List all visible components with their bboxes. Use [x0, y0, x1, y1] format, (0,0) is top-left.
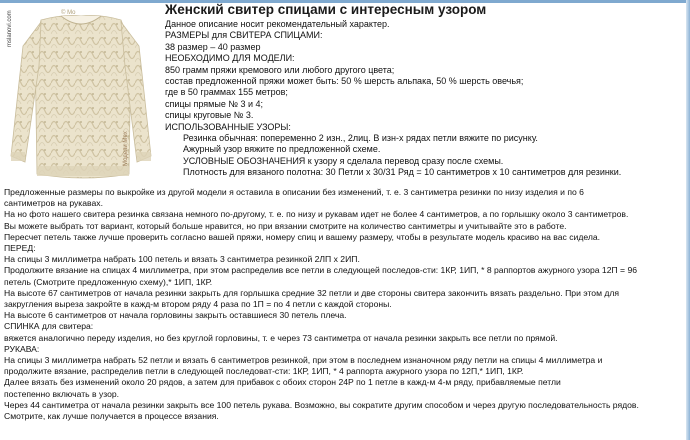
body-line: Через 44 сантиметра от начала резинки закрыть все 100 петель рукава. Возможно, вы сократите другим способом и через другую последовательность рядов.: [4, 399, 639, 410]
header-line: спицы прямые № 3 и 4;: [165, 98, 264, 109]
body-text: [4, 187, 684, 422]
body-line: На но фото нашего свитера резинка связана немного по-другому, т. е. по низу и рукавам идет не более 4 сантиметров, а по горлышку около 3 сантиметров.: [4, 209, 629, 220]
header-line: спицы круговые № 3.: [165, 110, 254, 121]
body-line: На высоте 67 сантиметров от начала резинки закрыть для горлышка средние 32 петли и две стороны свитера закончить вязать раздельно. При этом для: [4, 287, 620, 298]
body-line: На высоте 6 сантиметров от начала горловины закрыть оставшиеся 30 петель плеча.: [4, 310, 347, 321]
header-line: НЕОБХОДИМО ДЛЯ МОДЕЛИ:: [165, 53, 295, 64]
body-line: закругления выреза закройте в кажд-м втором ряду 4 раза по 1П = по 4 петли с каждой стороны.: [4, 299, 392, 310]
photo-tag: © Мо: [61, 10, 76, 16]
pattern-line: Резинка обычная: попеременно 2 изн., 2лиц. В изн-х рядах петли вяжите по рисунку.: [183, 133, 538, 144]
section-heading-back: СПИНКА для свитера:: [4, 321, 94, 332]
header-line: ИСПОЛЬЗОВАННЫЕ УЗОРЫ:: [165, 121, 291, 132]
header-line: Данное описание носит рекомендательный характер.: [165, 19, 390, 29]
section-heading-front: ПЕРЕД:: [4, 243, 36, 254]
photo-caption: Модели Мех: [123, 131, 129, 166]
body-line: петель (Смотрите предложенную схему),* 1ИП, 1КР.: [4, 276, 213, 287]
pattern-line: УСЛОВНЫЕ ОБОЗНАЧЕНИЯ к узору я сделала перевод сразу после схемы.: [183, 155, 504, 166]
header-line: состав предложенной пряжи может быть: 50 % шерсть альпака, 50 % шерсть овечья;: [165, 76, 524, 87]
page-title: Женский свитер спицами с интересным узором: [165, 2, 487, 17]
header-line: 850 грамм пряжи кремового или любого другого цвета;: [165, 64, 395, 75]
watermark-text: mslanovi.com: [7, 10, 13, 47]
section-heading-sleeves: РУКАВА:: [4, 343, 40, 354]
header-line: где в 50 граммах 155 метров;: [165, 87, 288, 98]
body-line: Пересчет петель также лучше проверить согласно вашей пряжи, номеру спиц и вашему размеру, чтобы в результате модель красиво на вас сидела.: [4, 231, 601, 242]
pattern-line: Плотность для вязаного полотна: 30 Петли х 30/31 Ряд = 10 сантиметров х 10 сантиметров для резинки.: [183, 167, 622, 178]
window-frame-right: [686, 0, 690, 440]
body-line: сантиметров на рукавах.: [4, 198, 103, 209]
body-line: Смотрите, как лучше получается в процессе вязания.: [4, 411, 219, 422]
body-line: Вы можете выбрать тот вариант, который больше нравится, но при вязании смотрите на количество сантиметры и учитывайте это в работе.: [4, 220, 567, 231]
header-line: 38 размер – 40 размер: [165, 41, 261, 52]
body-line: На спицы 3 миллиметра набрать 52 петли и вязать 6 сантиметров резинкой, при этом в последнем изнаночном ряду петли на спицы 4 миллиметра и: [4, 355, 603, 366]
body-line: На спицы 3 миллиметра набрать 100 петель и вязать 3 сантиметра резинкой 2ЛП х 2ИП.: [4, 254, 360, 265]
header-block: [165, 19, 685, 179]
header-line: РАЗМЕРЫ для СВИТЕРА СПИЦАМИ:: [165, 30, 323, 41]
pattern-line: Ажурный узор вяжите по предложенной схеме.: [183, 144, 381, 155]
sweater-photo: [3, 6, 158, 186]
body-line: продолжите вязание, распределив петли в следующей последоват-сти: 1КР, 1ИП, * 4 раппорта ажурного узора по 12П,* 1ИП, 1КР.: [4, 366, 524, 377]
body-line: постепенно включать в узор.: [4, 388, 120, 399]
body-line: Продолжите вязание на спицах 4 миллиметра, при этом распределив все петли в следующей последов-сти: 1КР, 1ИП, * 8 раппортов ажурного узора 12П = 96: [4, 265, 638, 276]
sweater-illustration: [3, 6, 158, 186]
body-line: Предложенные размеры по выкройке из другой модели я оставила в описании без изменений, т. е. 3 сантиметра резинки по низу изделия и по 6: [4, 187, 584, 197]
body-line: вяжется аналогично переду изделия, но без круглой горловины, т. е через 73 сантиметра от начала резинки закрыть все петли по прямой.: [4, 332, 558, 343]
body-line: Далее вязать без изменений около 20 рядов, а затем для прибавок с обоих сторон 24Р по 1 петле в кажд-м 4-м ряду, прибавляемые петли: [4, 377, 561, 388]
